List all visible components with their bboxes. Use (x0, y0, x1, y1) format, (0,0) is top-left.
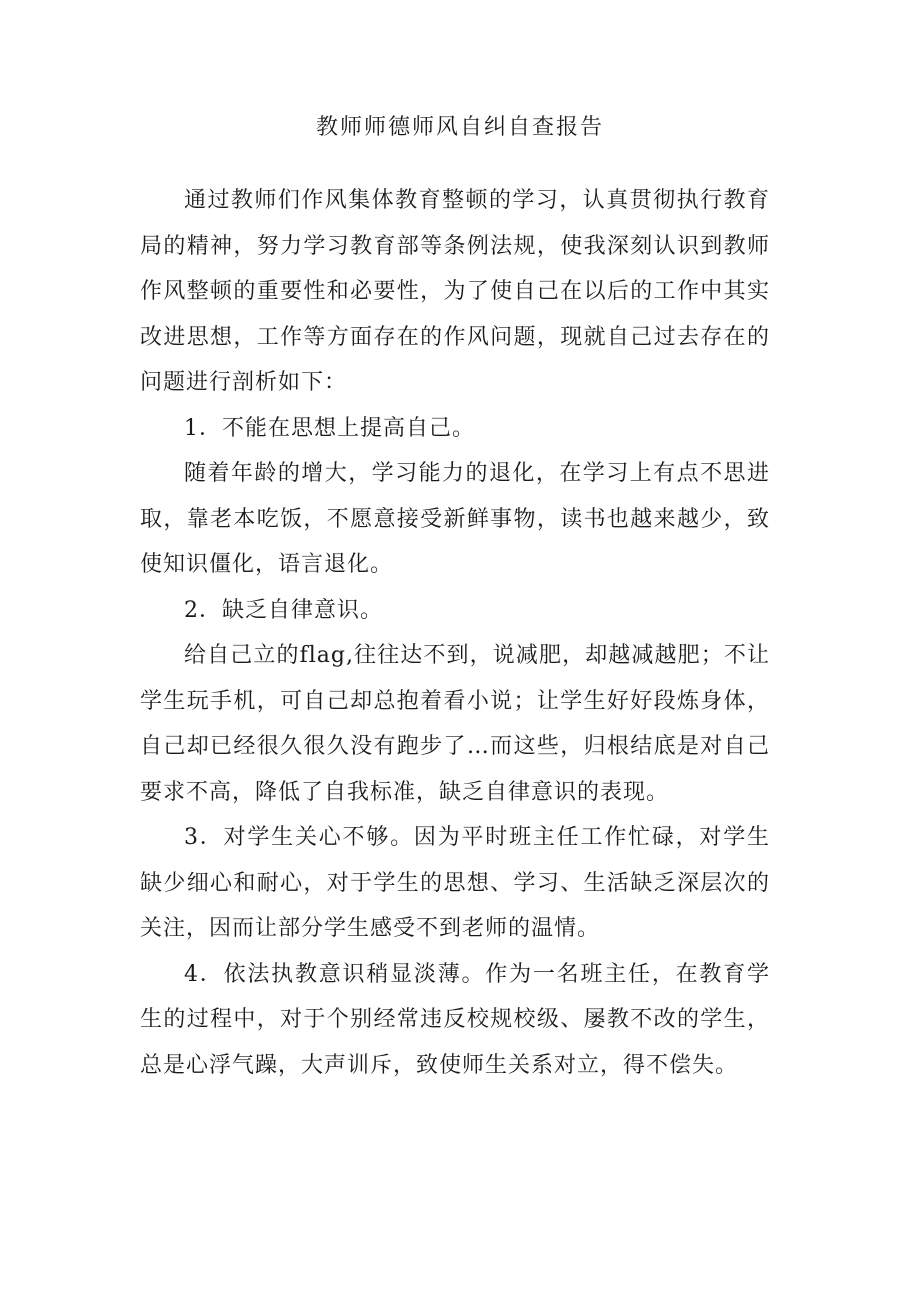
item-3-paragraph: 3．对学生关心不够。因为平时班主任工作忙碌，对学生缺少细心和耐心，对于学生的思想、学习、生活缺乏深层次的关注，因而让部分学生感受不到老师的温情。 (140, 825, 770, 941)
intro-paragraph: 通过教师们作风集体教育整顿的学习，认真贯彻执行教育局的精神，努力学习教育部等条例法规，使我深刻认识到教师作风整顿的重要性和必要性，为了使自己在以后的工作中其实改进思想，工作等方面存在的作风问题，现就自己过去存在的问题进行剖析如下： (140, 188, 770, 395)
item-2-paragraph: 给自己立的flag,往往达不到，说减肥，却越减越肥；不让学生玩手机，可自己却总抱着看小说；让学生好好段炼身体，自己却已经很久很久没有跑步了…而这些，归根结底是对自己要求不高，降低了自我标准，缺乏自律意识的表现。 (140, 643, 770, 805)
item-2-heading: 2．缺乏自律意识。 (184, 597, 383, 623)
document-title: 教师师德师风自纠自查报告 (315, 115, 604, 140)
item-4-paragraph: 4．依法执教意识稍显淡薄。作为一名班主任，在教育学生的过程中，对于个别经常违反校规校级、屡教不改的学生，总是心浮气躁，大声训斥，致使师生关系对立，得不偿失。 (140, 961, 770, 1078)
item-1-heading: 1．不能在思想上提高自己。 (184, 415, 475, 441)
document-body (140, 178, 770, 1088)
item-1-paragraph: 随着年龄的增大，学习能力的退化，在学习上有点不思进取，靠老本吃饭，不愿意接受新鲜事物，读书也越来越少，致使知识僵化，语言退化。 (140, 461, 770, 577)
